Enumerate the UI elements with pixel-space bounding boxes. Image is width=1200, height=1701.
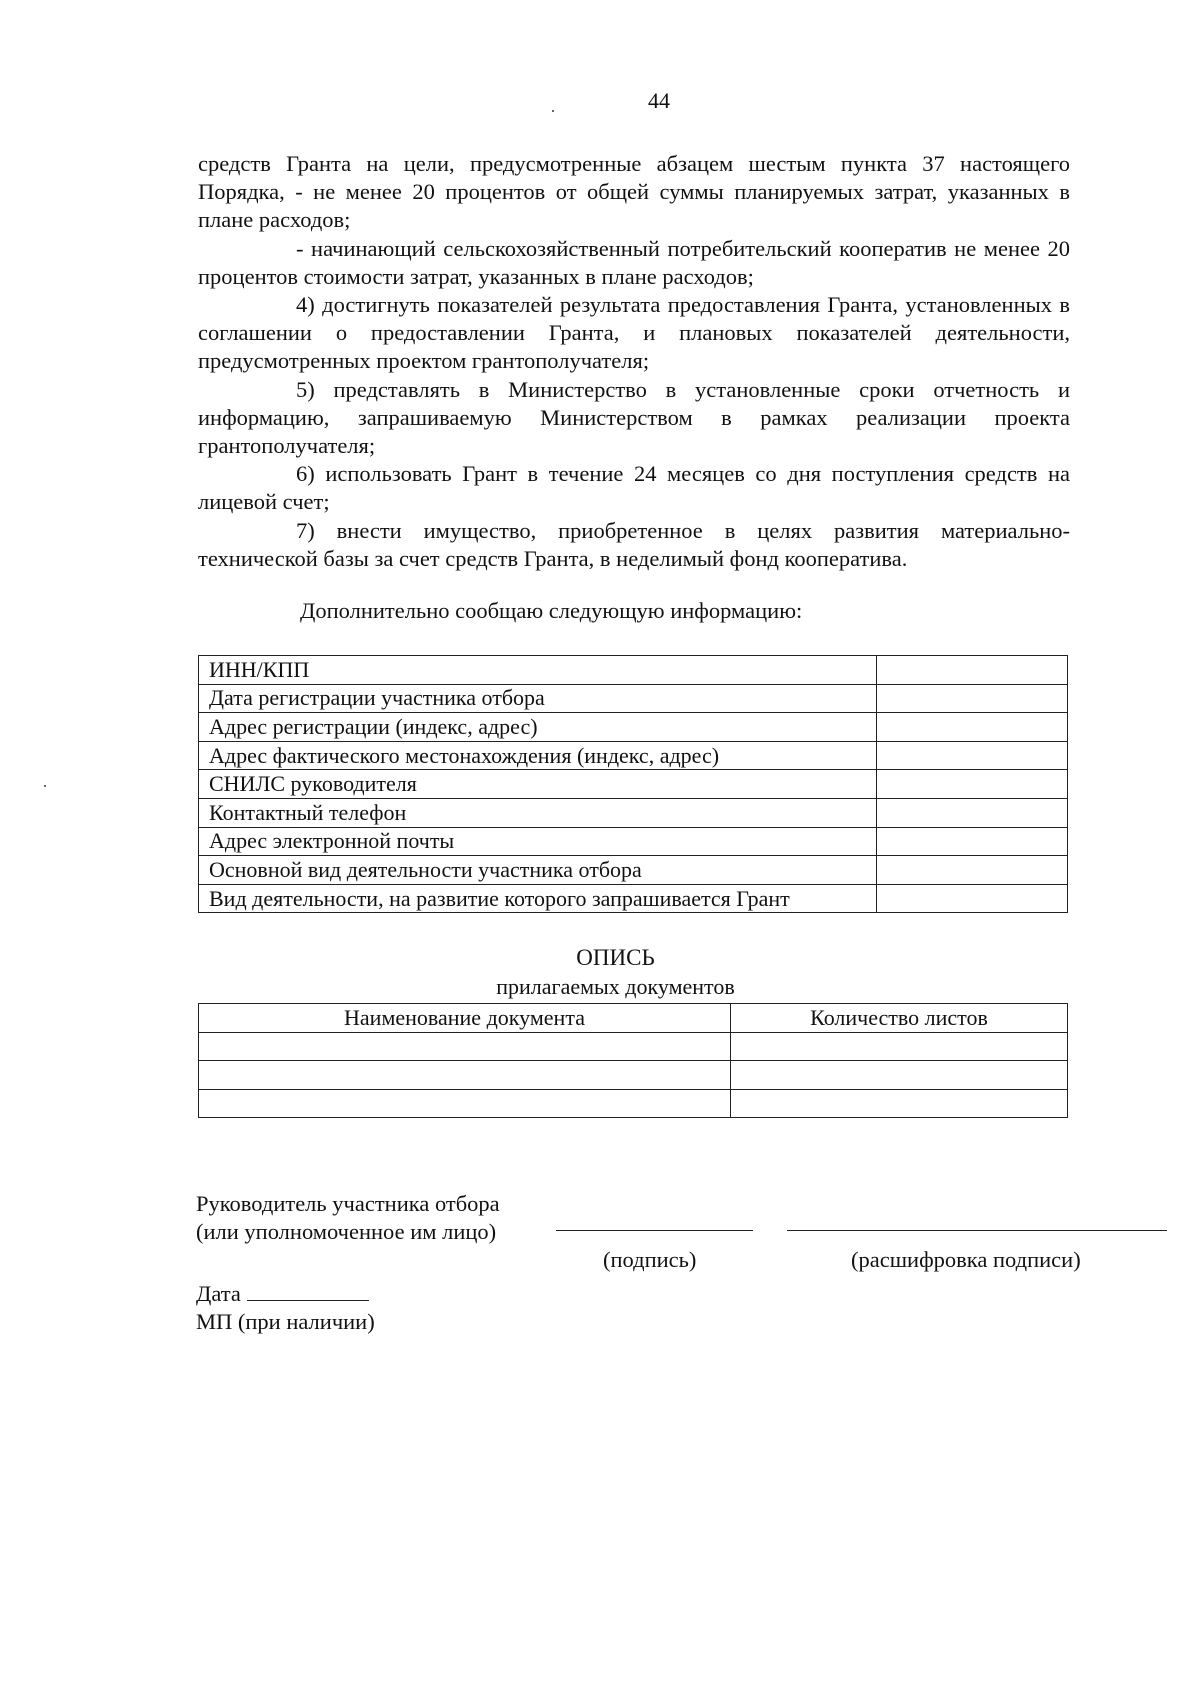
paragraph-cooperative: - начинающий сельскохозяйственный потребительский кооператив не менее 20 процентов стоимости затрат, указанных в плане расходов;: [198, 235, 1070, 289]
table-row: [199, 1061, 1068, 1090]
sheet-count-cell[interactable]: [731, 1061, 1068, 1090]
info-value-cell[interactable]: [877, 713, 1068, 742]
info-value-cell[interactable]: [877, 656, 1068, 685]
info-label: Контактный телефон: [199, 798, 877, 827]
signature-decoding-line[interactable]: [787, 1230, 1167, 1231]
documents-header-row: [199, 1004, 1068, 1033]
opis-title: ОПИСЬ: [576, 945, 655, 970]
info-label: Основной вид деятельности участника отбора: [199, 856, 877, 885]
info-row-main-activity: [199, 856, 1068, 885]
info-label: СНИЛС руководителя: [199, 770, 877, 799]
info-label: ИНН/КПП: [199, 656, 877, 685]
info-label: Дата регистрации участника отбора: [199, 684, 877, 713]
info-value-cell[interactable]: [877, 884, 1068, 913]
col-sheet-count: Количество листов: [731, 1004, 1068, 1033]
paragraph-item-6: 6) использовать Грант в течение 24 месяцев со дня поступления средств на лицевой счет;: [198, 461, 1070, 515]
document-name-cell[interactable]: [199, 1032, 731, 1061]
date-label: Дата: [196, 1281, 241, 1306]
paragraph-item-5: 5) представлять в Министерство в установленные сроки отчетность и информацию, запрашиваемую Министерством в рамках реализации проекта грантополучателя;: [198, 376, 1070, 459]
sheet-count-cell[interactable]: [731, 1089, 1068, 1118]
table-row: [199, 1032, 1068, 1061]
signature-caption: (подпись): [603, 1247, 697, 1272]
info-value-cell[interactable]: [877, 827, 1068, 856]
info-row-registration-address: [199, 713, 1068, 742]
info-label: Адрес фактического местонахождения (индекс, адрес): [199, 741, 877, 770]
info-label: Адрес регистрации (индекс, адрес): [199, 713, 877, 742]
info-row-actual-address: [199, 741, 1068, 770]
info-label: Вид деятельности, на развитие которого запрашивается Грант: [199, 884, 877, 913]
info-table: [198, 655, 1068, 913]
scan-speck: [552, 110, 554, 112]
info-row-registration-date: [199, 684, 1068, 713]
info-value-cell[interactable]: [877, 770, 1068, 799]
documents-table: [198, 1003, 1068, 1118]
paragraph-item-4: 4) достигнуть показателей результата предоставления Гранта, установленных в соглашении о предоставлении Гранта, и плановых показателей деятельности, предусмотренных проектом грантополучателя;: [198, 292, 1070, 374]
page-number: 44: [648, 88, 670, 113]
signatory-title: Руководитель участника отбора: [196, 1191, 500, 1216]
signature-line[interactable]: [556, 1230, 753, 1231]
scan-speck: [44, 785, 46, 787]
stamp-label: МП (при наличии): [196, 1309, 375, 1334]
info-value-cell[interactable]: [877, 684, 1068, 713]
date-field: [196, 1280, 375, 1308]
col-document-name: Наименование документа: [199, 1004, 731, 1033]
opis-subtitle: прилагаемых документов: [496, 974, 735, 999]
body-text: [198, 150, 1070, 573]
paragraph-item-7: 7) внести имущество, приобретенное в целях развития материально-технической базы за счет средств Гранта, в неделимый фонд кооператива.: [198, 517, 1070, 571]
table-row: [199, 1089, 1068, 1118]
paragraph-continuation: средств Гранта на цели, предусмотренные абзацем шестым пункта 37 настоящего Порядка, - не менее 20 процентов от общей суммы планируемых затрат, указанных в плане расходов;: [198, 151, 1070, 233]
info-value-cell[interactable]: [877, 856, 1068, 885]
info-label: Адрес электронной почты: [199, 827, 877, 856]
info-row-grant-activity: [199, 884, 1068, 913]
info-row-email: [199, 827, 1068, 856]
signature-decoding-caption: (расшифровка подписи): [851, 1247, 1081, 1272]
info-value-cell[interactable]: [877, 798, 1068, 827]
info-value-cell[interactable]: [877, 741, 1068, 770]
info-heading: Дополнительно сообщаю следующую информацию:: [300, 598, 803, 623]
signature-block: [196, 1190, 500, 1246]
document-name-cell[interactable]: [199, 1061, 731, 1090]
date-line[interactable]: [247, 1282, 369, 1301]
info-row-snils: [199, 770, 1068, 799]
info-row-phone: [199, 798, 1068, 827]
info-row-inn: [199, 656, 1068, 685]
date-block: [196, 1280, 375, 1336]
signatory-subtitle: (или уполномоченное им лицо): [196, 1219, 497, 1244]
document-name-cell[interactable]: [199, 1089, 731, 1118]
sheet-count-cell[interactable]: [731, 1032, 1068, 1061]
